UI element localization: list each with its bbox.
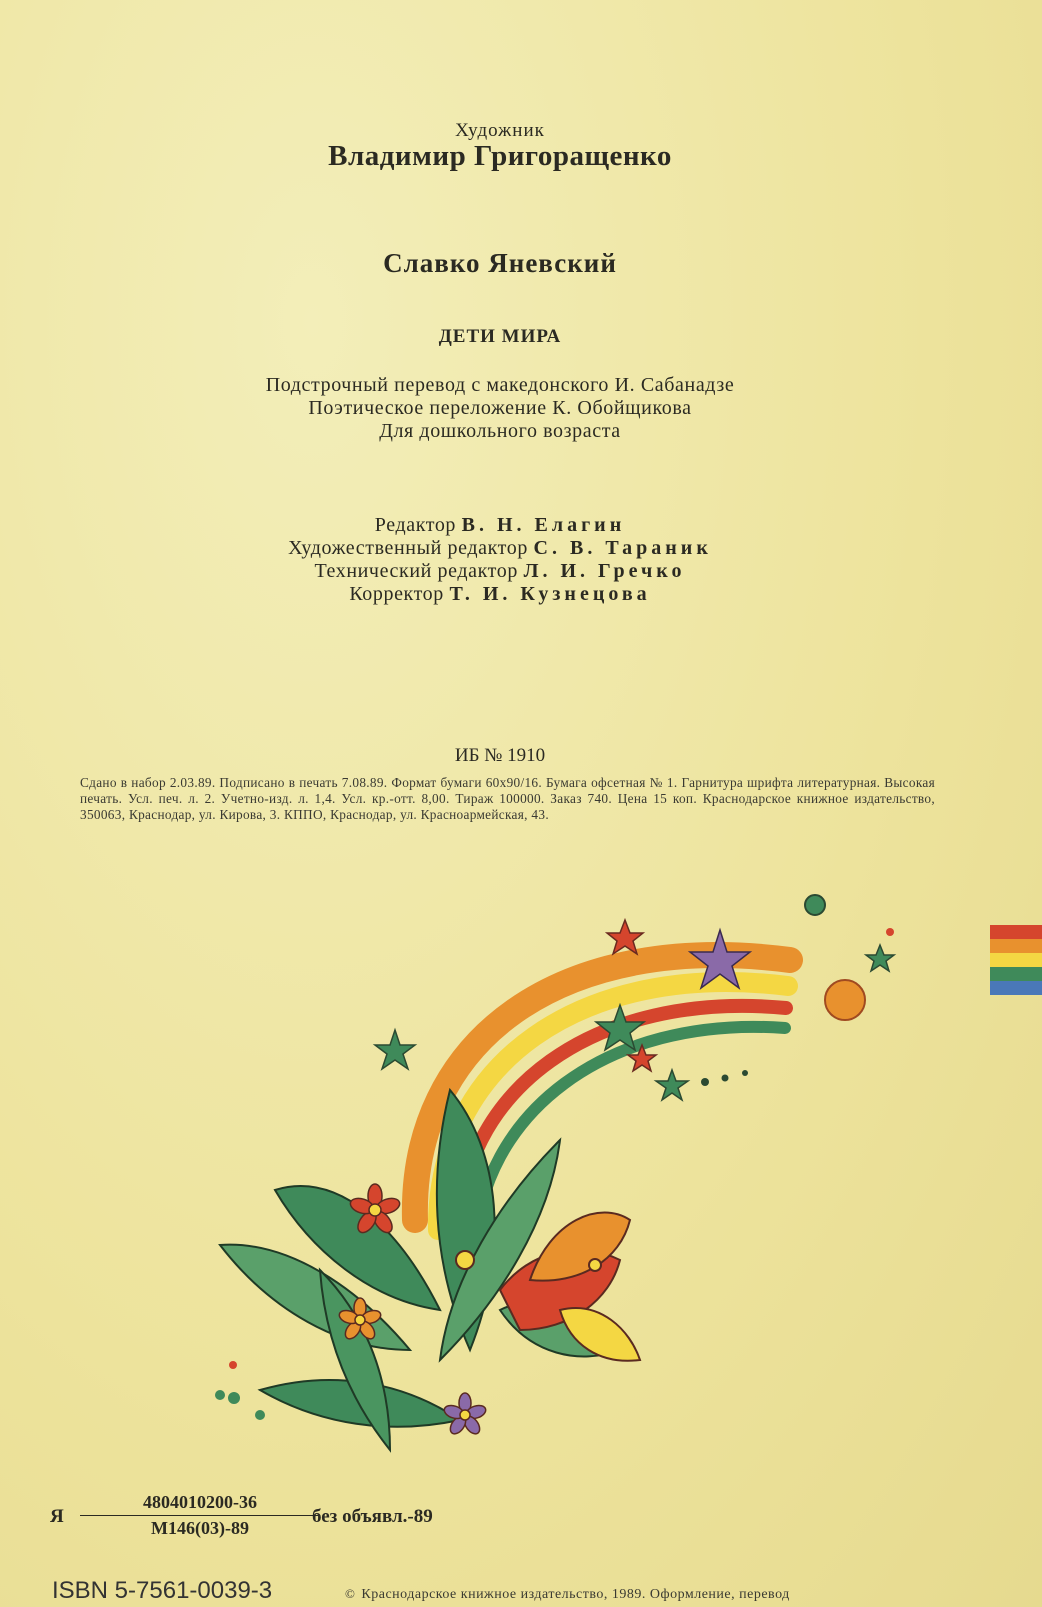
book-title: ДЕТИ МИРА [438,326,562,347]
copyright-mark: © [345,1586,356,1601]
index-fraction [80,1492,320,1539]
editor-name: В. Н. Елагин [461,514,626,536]
copyright-text: Краснодарское книжное издательство, 1989. Оформление, перевод [361,1587,790,1602]
author-name: Славко Яневский [383,248,617,278]
index-numerator: 4804010200-36 [80,1492,320,1516]
translation-credits [0,374,1000,443]
ib-number: ИБ № 1910 [454,745,546,766]
artist-name: Владимир Григоращенко [328,140,672,172]
translation-line: Поэтическое переложение К. Обойщикова [308,397,692,419]
publication-index [50,1492,450,1552]
translation-line: Подстрочный перевод с македонского И. Сабанадзе [265,374,735,396]
index-suffix: без объявл.-89 [312,1506,433,1527]
index-prefix: Я [50,1506,64,1527]
editor-name: Т. И. Кузнецова [449,583,651,605]
imprint-details: Сдано в набор 2.03.89. Подписано в печать 7.08.89. Формат бумаги 60х90/16. Бумага офсетная № 1. Гарнитура шрифта литературная. Высокая печать. Усл. печ. л. 2. Учетно-изд. л. 1,4. Усл. кр.-отт. 8,00. Тираж 100000. Заказ 740. Цена 15 коп. Краснодарское книжное издательство, 350063, Краснодар, ул. Кирова, 3. КППО, Краснодар, ул. Красноармейская, 43. [80,775,935,822]
editor-role: Технический редактор [314,560,518,582]
editor-line [0,537,1000,560]
rainbow-flowers-illustration [200,890,1042,1490]
rainbow-edge-icon [990,925,1042,995]
editor-role: Редактор [374,514,457,536]
editor-line [0,514,1000,537]
editor-name: С. В. Тараник [533,537,712,559]
editor-credits [0,514,1000,606]
editor-role: Корректор [349,583,444,605]
editor-line [0,560,1000,583]
copyright-line [345,1586,790,1603]
isbn: ISBN 5-7561-0039-3 [52,1577,273,1604]
editor-role: Художественный редактор [288,537,528,559]
editor-name: Л. И. Гречко [523,560,686,582]
age-note: Для дошкольного возраста [379,420,621,442]
editor-line [0,583,1000,606]
index-denominator: М146(03)-89 [151,1518,249,1538]
artist-label: Художник [455,120,545,141]
